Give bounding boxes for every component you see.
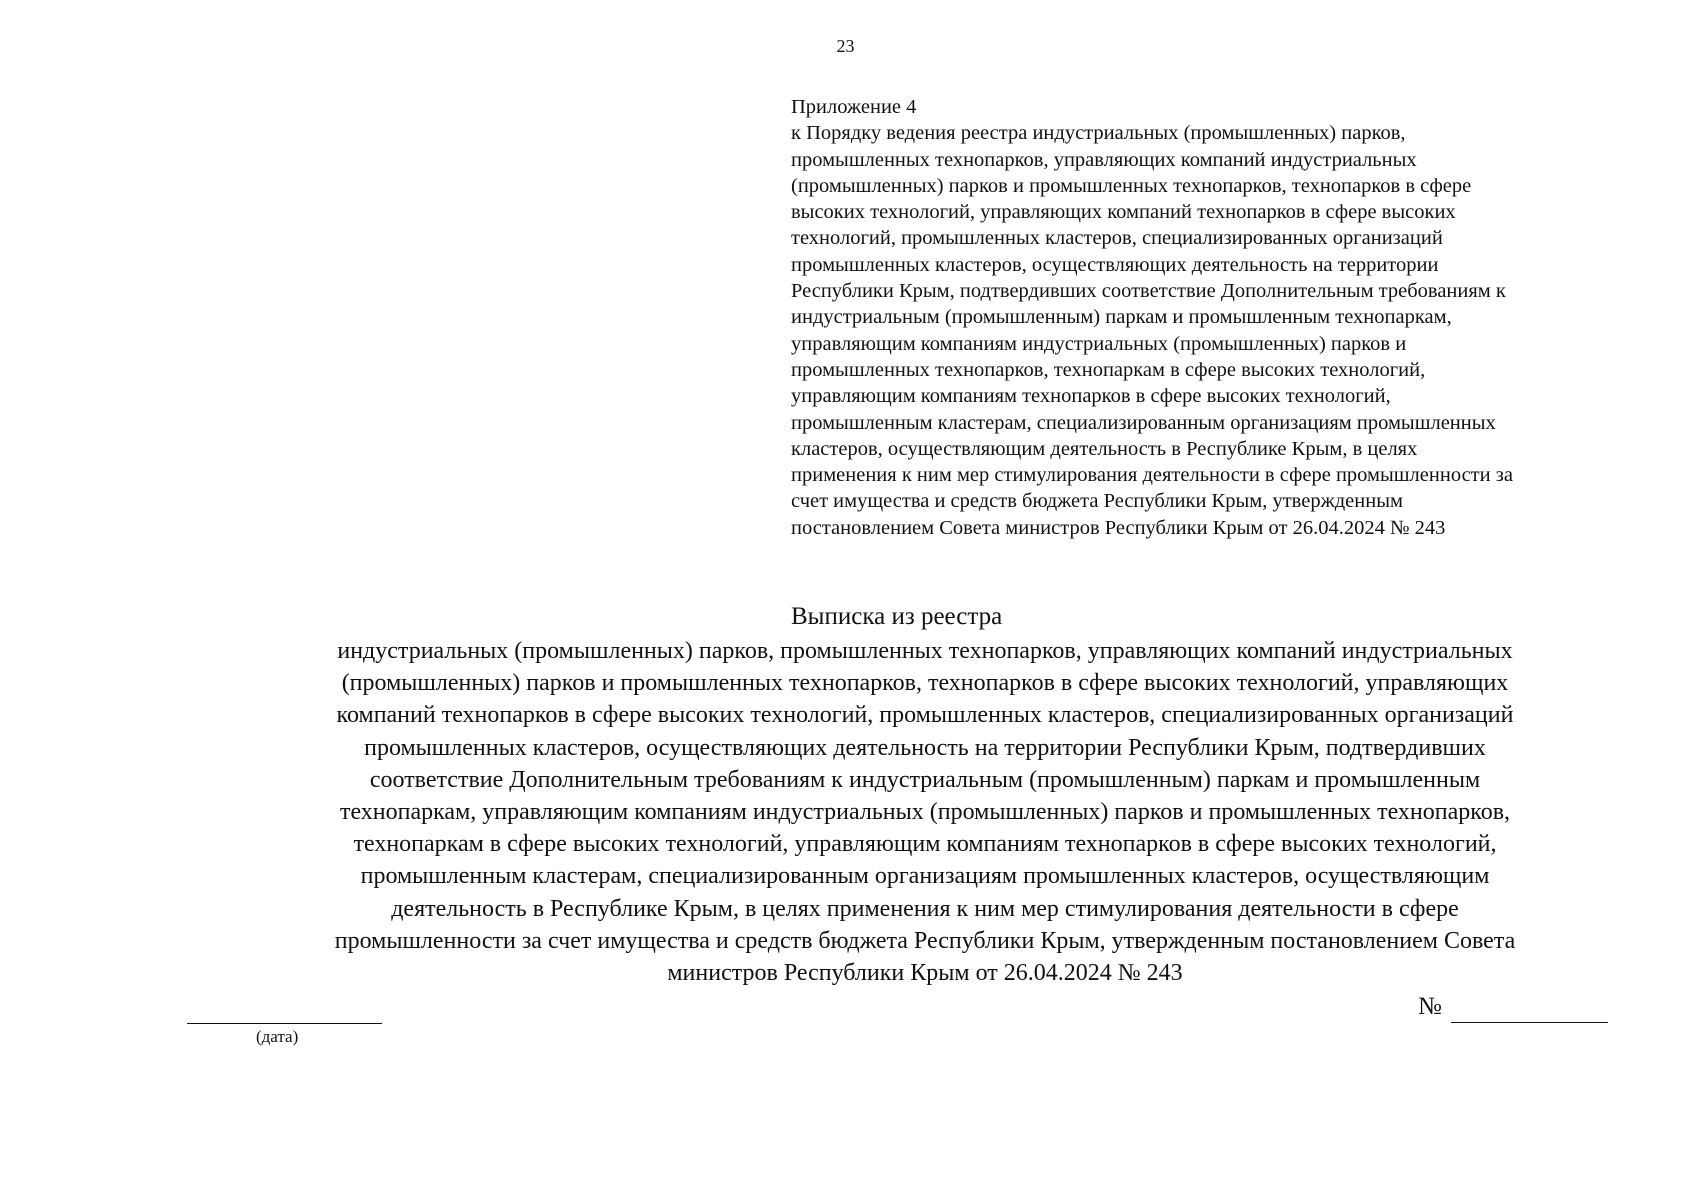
number-sign: № — [1418, 993, 1442, 1020]
document-body-line: (промышленных) парков и промышленных технопарков, технопарков в сфере высоких технологий, управляющих — [341, 670, 1509, 697]
document-body-line: компаний технопарков в сфере высоких технологий, промышленных кластеров, специализированных организаций — [336, 702, 1514, 729]
appendix-title: Приложение 4 — [791, 96, 917, 118]
date-caption: (дата) — [256, 1027, 299, 1046]
document-body-line: министров Республики Крым от 26.04.2024 № 243 — [667, 960, 1183, 987]
appendix-line: промышленным кластерам, специализированным организациям промышленных — [791, 411, 1496, 434]
appendix-line: (промышленных) парков и промышленных технопарков, технопарков в сфере — [791, 174, 1472, 197]
document-body-line: деятельность в Республике Крым, в целях применения к ним мер стимулирования деятельности в сфере — [391, 895, 1459, 922]
document-body-line: технопаркам в сфере высоких технологий, управляющим компаниям технопарков в сфере высоких технологий, — [353, 831, 1497, 858]
appendix-line: постановлением Совета министров Республики Крым от 26.04.2024 № 243 — [791, 516, 1446, 539]
appendix-line: индустриальным (промышленным) паркам и промышленным технопаркам, — [791, 306, 1452, 329]
document-body-line: технопаркам, управляющим компаниям индустриальных (промышленных) парков и промышленных технопарков, — [339, 799, 1511, 826]
appendix-line: промышленных кластеров, осуществляющих деятельность на территории — [791, 253, 1439, 276]
appendix-line: к Порядку ведения реестра индустриальных (промышленных) парков, — [791, 122, 1406, 145]
appendix-line: управляющим компаниям индустриальных (промышленных) парков и — [791, 332, 1407, 355]
appendix-line: высоких технологий, управляющих компаний технопарков в сфере высоких — [791, 201, 1456, 224]
appendix-line: технологий, промышленных кластеров, специализированных организаций — [791, 227, 1443, 250]
appendix-line: промышленных технопарков, технопаркам в сфере высоких технологий, — [791, 358, 1426, 381]
appendix-block — [791, 94, 1651, 541]
document-body-line: промышленным кластерам, специализированным организациям промышленных кластеров, осуществляющим — [360, 863, 1490, 890]
document-body-line: индустриальных (промышленных) парков, промышленных технопарков, управляющих компаний индустриальных — [337, 638, 1513, 664]
appendix-line: счет имущества и средств бюджета Республики Крым, утвержденным — [791, 490, 1403, 513]
appendix-line: управляющим компаниям технопарков в сфере высоких технологий, — [791, 385, 1391, 408]
appendix-line: Республики Крым, подтвердивших соответствие Дополнительным требованиям к — [791, 280, 1506, 303]
appendix-line: кластеров, осуществляющим деятельность в Республике Крым, в целях — [791, 437, 1418, 460]
document-body-line: соответствие Дополнительным требованиям к индустриальным (промышленным) паркам и промышленным — [369, 766, 1481, 793]
document-title: Выписка из реестра — [791, 603, 1003, 630]
document-body — [200, 635, 1650, 989]
appendix-line: применения к ним мер стимулирования деятельности в сфере промышленности за — [791, 464, 1513, 487]
page-number: 23 — [836, 36, 855, 56]
date-signature-line — [187, 1023, 382, 1024]
number-fill-line — [1451, 1022, 1608, 1023]
document-body-line: промышленности за счет имущества и средств бюджета Республики Крым, утвержденным постановлением Совета — [334, 927, 1516, 954]
appendix-line: промышленных технопарков, управляющих компаний индустриальных — [791, 148, 1417, 171]
document-body-line: промышленных кластеров, осуществляющих деятельность на территории Республики Крым, подтвердивших — [364, 734, 1486, 761]
